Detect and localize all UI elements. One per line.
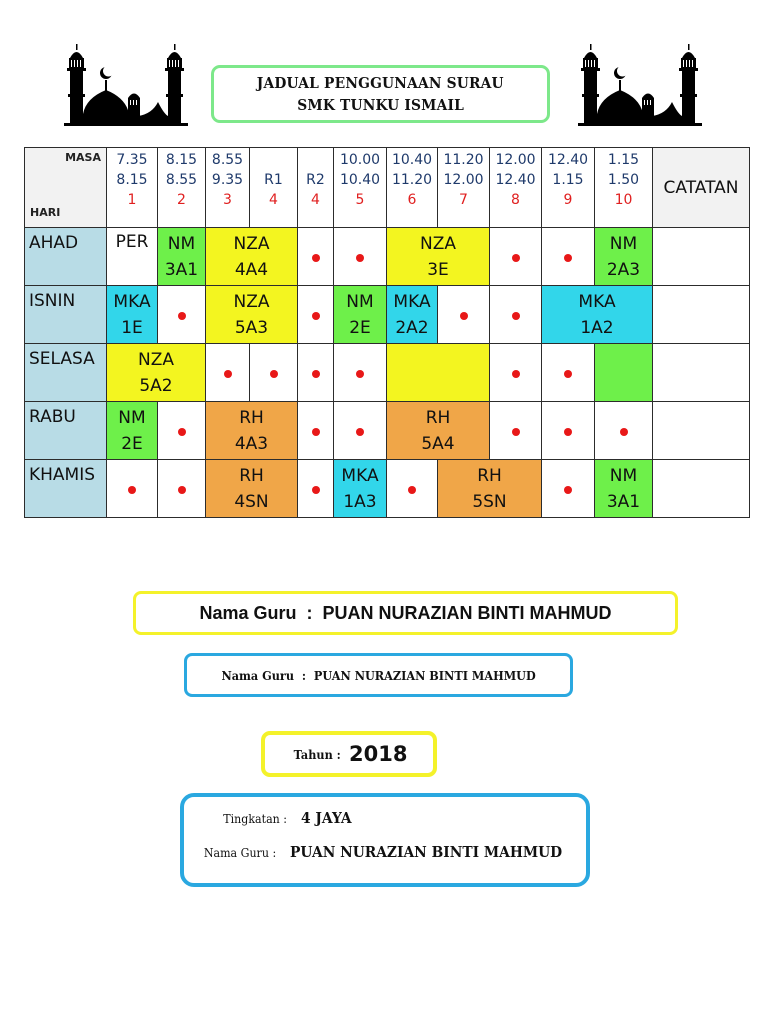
mosque-icon xyxy=(64,38,188,132)
dot-icon xyxy=(512,428,520,436)
notes-cell xyxy=(653,228,750,286)
dot-icon xyxy=(224,370,232,378)
form-line xyxy=(184,809,586,827)
empty-slot xyxy=(298,460,334,518)
form-value: 4 JAYA xyxy=(301,809,352,827)
empty-slot xyxy=(334,228,387,286)
title-banner xyxy=(211,65,550,123)
table-row-rabu xyxy=(25,402,750,460)
slot-header: 10.00 10.40 5 xyxy=(334,148,387,228)
schedule-cell: MKA 2A2 xyxy=(387,286,438,344)
dot-icon xyxy=(564,254,572,262)
dot-icon xyxy=(620,428,628,436)
empty-slot xyxy=(438,286,490,344)
schedule-cell: RH 4A3 xyxy=(206,402,298,460)
slot-header: 7.35 8.15 1 xyxy=(107,148,158,228)
schedule-cell: MKA 1A2 xyxy=(542,286,653,344)
table-row-khamis xyxy=(25,460,750,518)
empty-slot xyxy=(158,460,206,518)
dot-icon xyxy=(128,486,136,494)
schedule-cell: MKA 1E xyxy=(107,286,158,344)
corner-cell xyxy=(25,148,107,228)
empty-slot xyxy=(158,402,206,460)
day-label: SELASA xyxy=(25,344,107,402)
table-row-isnin xyxy=(25,286,750,344)
teacher-line xyxy=(184,843,586,861)
dot-icon xyxy=(512,254,520,262)
dot-icon xyxy=(312,312,320,320)
empty-slot xyxy=(490,228,542,286)
empty-slot xyxy=(158,286,206,344)
slot-header: 1.15 1.50 10 xyxy=(595,148,653,228)
dot-icon xyxy=(564,428,572,436)
schedule-cell xyxy=(387,344,490,402)
year-label xyxy=(261,731,437,777)
schedule-cell: RH 4SN xyxy=(206,460,298,518)
day-label: KHAMIS xyxy=(25,460,107,518)
masa-label: MASA xyxy=(65,151,101,164)
dot-icon xyxy=(312,486,320,494)
teacher-name-text: Nama Guru : PUAN NURAZIAN BINTI MAHMUD xyxy=(221,667,536,683)
day-label: AHAD xyxy=(25,228,107,286)
notes-header: CATATAN xyxy=(653,148,750,228)
table-row-selasa xyxy=(25,344,750,402)
schedule-cell: NM 3A1 xyxy=(595,460,653,518)
notes-cell xyxy=(653,460,750,518)
empty-slot xyxy=(542,402,595,460)
dot-icon xyxy=(178,312,186,320)
teacher-name-label-small xyxy=(184,653,573,697)
schedule-cell: NM 2A3 xyxy=(595,228,653,286)
teacher-value: PUAN NURAZIAN BINTI MAHMUD xyxy=(290,843,563,861)
year-key: Tahun : xyxy=(293,746,341,762)
slot-header-r2: R2 4 xyxy=(298,148,334,228)
schedule-cell: NZA 4A4 xyxy=(206,228,298,286)
schedule-cell: NZA 5A2 xyxy=(107,344,206,402)
dot-icon xyxy=(512,370,520,378)
slot-header: 8.55 9.35 3 xyxy=(206,148,250,228)
schedule-cell: NM 2E xyxy=(107,402,158,460)
empty-slot xyxy=(298,344,334,402)
empty-slot xyxy=(250,344,298,402)
mosque-icon xyxy=(578,38,702,132)
schedule-cell: PER xyxy=(107,228,158,286)
teacher-name-text: Nama Guru : PUAN NURAZIAN BINTI MAHMUD xyxy=(199,602,612,623)
schedule-cell: MKA 1A3 xyxy=(334,460,387,518)
dot-icon xyxy=(178,486,186,494)
schedule-cell: RH 5SN xyxy=(438,460,542,518)
schedule-cell: NM 3A1 xyxy=(158,228,206,286)
empty-slot xyxy=(490,402,542,460)
slot-header: 12.00 12.40 8 xyxy=(490,148,542,228)
slot-header: 8.15 8.55 2 xyxy=(158,148,206,228)
empty-slot xyxy=(206,344,250,402)
dot-icon xyxy=(312,254,320,262)
dot-icon xyxy=(356,428,364,436)
table-row-ahad xyxy=(25,228,750,286)
empty-slot xyxy=(334,402,387,460)
empty-slot xyxy=(542,344,595,402)
class-card xyxy=(180,793,590,887)
dot-icon xyxy=(564,486,572,494)
empty-slot xyxy=(387,460,438,518)
empty-slot xyxy=(107,460,158,518)
teacher-name-label-large xyxy=(133,591,678,635)
dot-icon xyxy=(408,486,416,494)
dot-icon xyxy=(178,428,186,436)
empty-slot xyxy=(298,286,334,344)
schedule-cell: NZA 3E xyxy=(387,228,490,286)
header-row xyxy=(25,148,750,228)
dot-icon xyxy=(312,428,320,436)
dot-icon xyxy=(356,370,364,378)
mosque-icon-right xyxy=(578,38,702,132)
empty-slot xyxy=(542,228,595,286)
schedule-cell: NZA 5A3 xyxy=(206,286,298,344)
notes-cell xyxy=(653,402,750,460)
dot-icon xyxy=(512,312,520,320)
dot-icon xyxy=(356,254,364,262)
dot-icon xyxy=(564,370,572,378)
notes-cell xyxy=(653,286,750,344)
day-label: RABU xyxy=(25,402,107,460)
day-label: ISNIN xyxy=(25,286,107,344)
empty-slot xyxy=(595,402,653,460)
schedule-cell: NM 2E xyxy=(334,286,387,344)
empty-slot xyxy=(490,344,542,402)
title-line-2: SMK TUNKU ISMAIL xyxy=(297,96,464,114)
schedule-cell xyxy=(595,344,653,402)
empty-slot xyxy=(490,286,542,344)
schedule-cell: RH 5A4 xyxy=(387,402,490,460)
empty-slot xyxy=(334,344,387,402)
slot-header-r1: R1 4 xyxy=(250,148,298,228)
year-value: 2018 xyxy=(348,742,408,766)
dot-icon xyxy=(312,370,320,378)
mosque-icon-left xyxy=(64,38,188,132)
dot-icon xyxy=(460,312,468,320)
empty-slot xyxy=(298,402,334,460)
empty-slot xyxy=(298,228,334,286)
empty-slot xyxy=(542,460,595,518)
teacher-key: Nama Guru : xyxy=(203,846,277,860)
dot-icon xyxy=(270,370,278,378)
form-key: Tingkatan : xyxy=(223,812,287,826)
slot-header: 12.40 1.15 9 xyxy=(542,148,595,228)
notes-cell xyxy=(653,344,750,402)
title-line-1: JADUAL PENGGUNAAN SURAU xyxy=(256,74,505,92)
slot-header: 10.40 11.20 6 xyxy=(387,148,438,228)
slot-header: 11.20 12.00 7 xyxy=(438,148,490,228)
hari-label: HARI xyxy=(30,206,61,219)
timetable xyxy=(24,147,750,518)
